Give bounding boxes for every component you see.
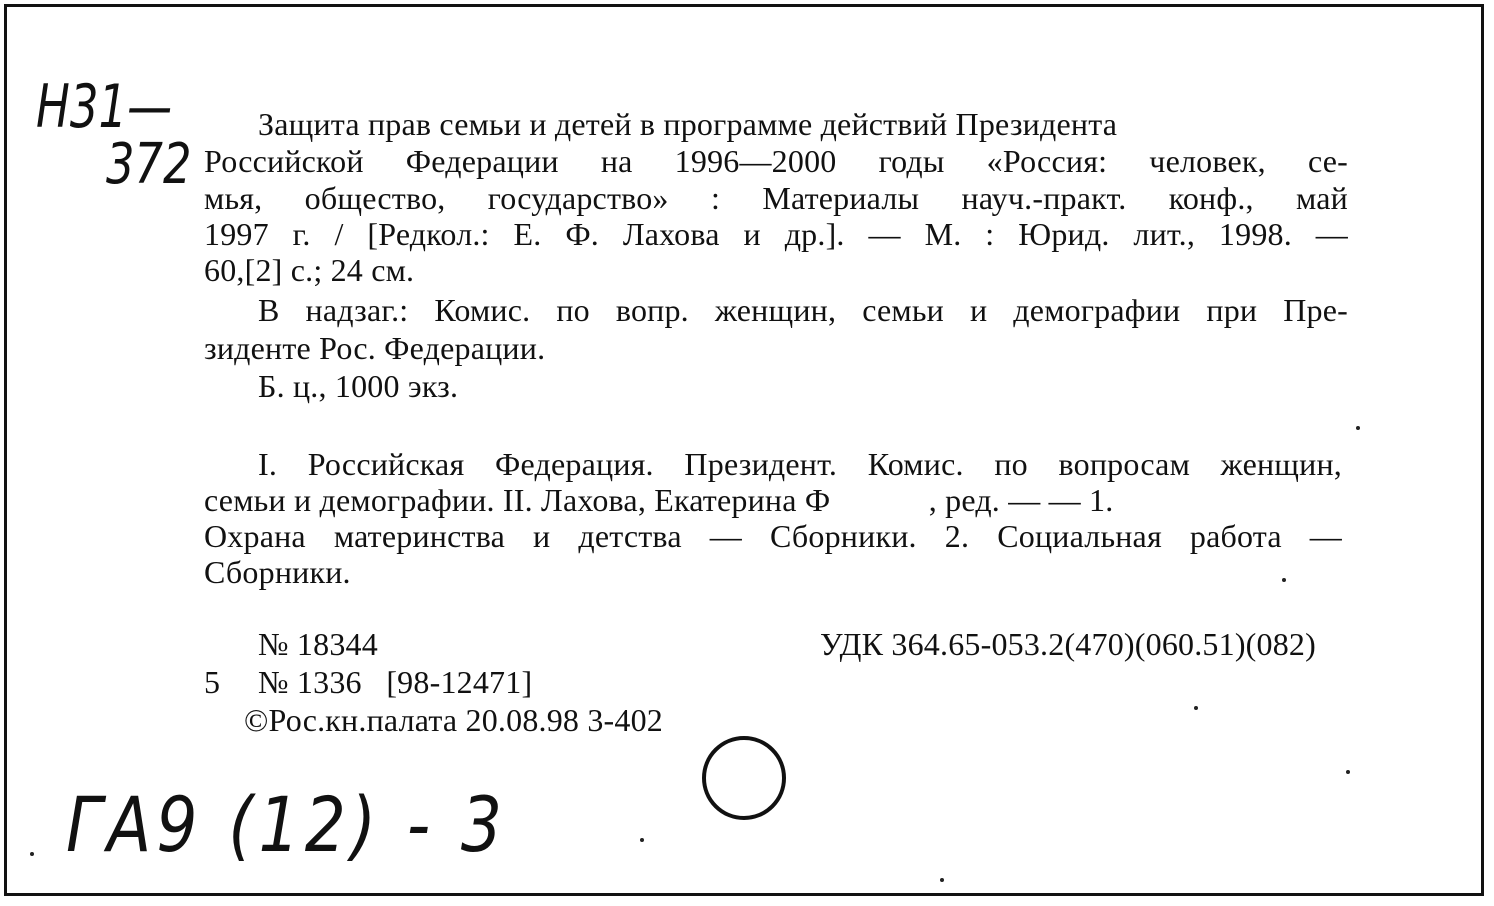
entry-line-3: мья, общество, государство» : Материалы науч.-практ. конф., май xyxy=(204,180,1348,216)
entry-line-1: Защита прав семьи и детей в программе действий Президента xyxy=(258,106,1118,142)
speck xyxy=(640,838,644,842)
stamp-circle xyxy=(702,736,786,820)
copyright-line: ©Рос.кн.палата 20.08.98 3-402 xyxy=(244,702,663,738)
handwritten-note: ГА9 (12) - 3 xyxy=(66,780,508,869)
shelfmark-line2: 372 xyxy=(106,132,192,197)
footer-prefix: 5 xyxy=(204,664,221,700)
shelfmark-line1: Н31— xyxy=(36,72,173,142)
entry-line-4: 1997 г. / [Редкол.: Е. Ф. Лахова и др.]. — М. : Юрид. лит., 1998. — xyxy=(204,216,1348,252)
tracings-line-3: Охрана материнства и детства — Сборники. 2. Социальная работа — xyxy=(204,518,1342,554)
record-number: № 1336 [98-12471] xyxy=(258,664,533,700)
tracings-line-2: семьи и демографии. II. Лахова, Екатерина Ф , ред. — — 1. xyxy=(204,482,1114,518)
speck xyxy=(1282,578,1286,582)
tracings-line-4: Сборники. xyxy=(204,554,351,590)
price-note: Б. ц., 1000 экз. xyxy=(258,368,459,404)
speck xyxy=(30,852,34,856)
notes-line-2: зиденте Рос. Федерации. xyxy=(204,330,546,366)
speck xyxy=(1194,706,1198,710)
entry-line-2: Российской Федерации на 1996—2000 годы «Россия: человек, се- xyxy=(204,143,1348,179)
udk-code: УДК 364.65-053.2(470)(060.51)(082) xyxy=(820,626,1316,662)
speck xyxy=(1346,770,1350,774)
speck xyxy=(1356,426,1360,430)
card-number: № 18344 xyxy=(258,626,378,662)
entry-line-5: 60,[2] с.; 24 см. xyxy=(204,252,415,288)
speck xyxy=(940,878,944,882)
notes-line-1: В надзаг.: Комис. по вопр. женщин, семьи и демографии при Пре- xyxy=(258,292,1348,328)
tracings-line-1: I. Российская Федерация. Президент. Комис. по вопросам женщин, xyxy=(258,446,1342,482)
